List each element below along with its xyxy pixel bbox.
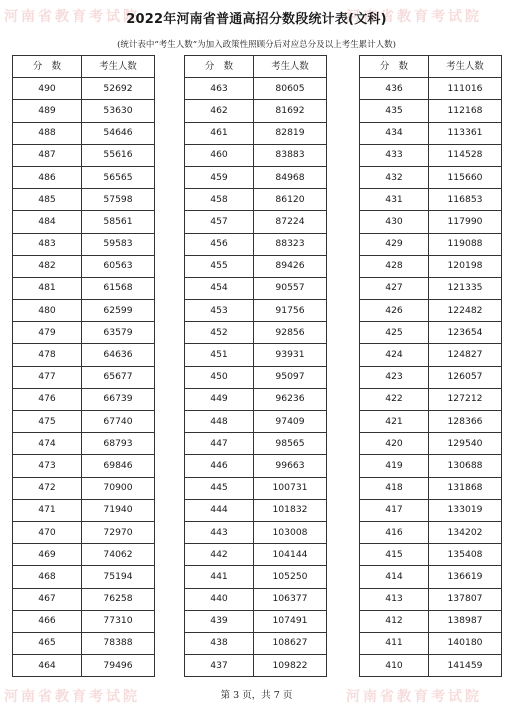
count-cell: 59583 (82, 233, 155, 255)
score-cell: 481 (13, 277, 82, 299)
table-row (13, 477, 155, 499)
table-row (360, 610, 502, 632)
score-cell: 415 (360, 544, 429, 566)
table-row (185, 211, 327, 233)
score-cell: 473 (13, 455, 82, 477)
table-row (185, 189, 327, 211)
count-cell: 84968 (254, 166, 327, 188)
watermark: 河南省教育考试院 (346, 689, 482, 705)
score-cell: 467 (13, 588, 82, 610)
table-row (360, 344, 502, 366)
score-cell: 410 (360, 655, 429, 677)
table-row (360, 255, 502, 277)
table-row (360, 122, 502, 144)
score-cell: 427 (360, 277, 429, 299)
count-cell: 60563 (82, 255, 155, 277)
table-row (185, 277, 327, 299)
count-cell: 71940 (82, 499, 155, 521)
count-cell: 122482 (429, 300, 502, 322)
score-cell: 437 (185, 655, 254, 677)
count-cell: 101832 (254, 499, 327, 521)
count-cell: 54646 (82, 122, 155, 144)
score-table-3 (359, 55, 502, 677)
count-cell: 116853 (429, 189, 502, 211)
table-row (360, 566, 502, 588)
score-cell: 488 (13, 122, 82, 144)
score-cell: 457 (185, 211, 254, 233)
table-row (360, 366, 502, 388)
count-cell: 56565 (82, 166, 155, 188)
table-row (360, 632, 502, 654)
table-row (360, 411, 502, 433)
count-cell: 119088 (429, 233, 502, 255)
table-row (13, 632, 155, 654)
table-row (13, 100, 155, 122)
score-cell: 458 (185, 189, 254, 211)
count-cell: 129540 (429, 433, 502, 455)
count-cell: 62599 (82, 300, 155, 322)
table-row (360, 521, 502, 543)
score-cell: 414 (360, 566, 429, 588)
header-score: 分 数 (360, 56, 429, 78)
count-cell: 64636 (82, 344, 155, 366)
score-cell: 411 (360, 632, 429, 654)
table-row (360, 277, 502, 299)
count-cell: 89426 (254, 255, 327, 277)
table-row (13, 610, 155, 632)
score-cell: 412 (360, 610, 429, 632)
count-cell: 135408 (429, 544, 502, 566)
score-cell: 466 (13, 610, 82, 632)
score-cell: 452 (185, 322, 254, 344)
score-cell: 413 (360, 588, 429, 610)
table-row (185, 166, 327, 188)
score-cell: 455 (185, 255, 254, 277)
score-cell: 444 (185, 499, 254, 521)
table-row (13, 655, 155, 677)
score-cell: 445 (185, 477, 254, 499)
table-row (185, 78, 327, 100)
score-cell: 439 (185, 610, 254, 632)
score-cell: 442 (185, 544, 254, 566)
score-cell: 436 (360, 78, 429, 100)
count-cell: 80605 (254, 78, 327, 100)
header-score: 分 数 (185, 56, 254, 78)
table-row (13, 166, 155, 188)
score-cell: 448 (185, 411, 254, 433)
score-cell: 471 (13, 499, 82, 521)
score-cell: 479 (13, 322, 82, 344)
count-cell: 67740 (82, 411, 155, 433)
table-row (360, 588, 502, 610)
score-cell: 489 (13, 100, 82, 122)
score-cell: 475 (13, 411, 82, 433)
table-row (360, 144, 502, 166)
table-row (185, 499, 327, 521)
score-cell: 440 (185, 588, 254, 610)
count-cell: 72970 (82, 521, 155, 543)
header-score: 分 数 (13, 56, 82, 78)
table-row (360, 477, 502, 499)
score-cell: 474 (13, 433, 82, 455)
header-count: 考生人数 (82, 56, 155, 78)
score-cell: 454 (185, 277, 254, 299)
count-cell: 111016 (429, 78, 502, 100)
count-cell: 78388 (82, 632, 155, 654)
table-row (185, 455, 327, 477)
table-row (13, 189, 155, 211)
table-row (13, 78, 155, 100)
table-row (360, 388, 502, 410)
score-cell: 476 (13, 388, 82, 410)
table-row (13, 388, 155, 410)
score-cell: 438 (185, 632, 254, 654)
score-cell: 421 (360, 411, 429, 433)
table-row (185, 521, 327, 543)
table-row (360, 499, 502, 521)
count-cell: 128366 (429, 411, 502, 433)
header-count: 考生人数 (429, 56, 502, 78)
score-cell: 423 (360, 366, 429, 388)
count-cell: 66739 (82, 388, 155, 410)
table-row (185, 655, 327, 677)
score-cell: 477 (13, 366, 82, 388)
watermark: 河南省教育考试院 (4, 9, 140, 25)
count-cell: 112168 (429, 100, 502, 122)
count-cell: 98565 (254, 433, 327, 455)
table-row (185, 477, 327, 499)
score-cell: 468 (13, 566, 82, 588)
count-cell: 131868 (429, 477, 502, 499)
score-cell: 486 (13, 166, 82, 188)
table-row (13, 588, 155, 610)
count-cell: 83883 (254, 144, 327, 166)
score-cell: 464 (13, 655, 82, 677)
table-row (13, 144, 155, 166)
count-cell: 108627 (254, 632, 327, 654)
table-row (185, 366, 327, 388)
score-cell: 416 (360, 521, 429, 543)
count-cell: 106377 (254, 588, 327, 610)
table-row (13, 211, 155, 233)
score-cell: 478 (13, 344, 82, 366)
score-cell: 450 (185, 366, 254, 388)
watermark: 河南省教育考试院 (4, 689, 140, 705)
score-cell: 490 (13, 78, 82, 100)
score-cell: 485 (13, 189, 82, 211)
table-row (13, 255, 155, 277)
table-row (185, 588, 327, 610)
table-row (13, 122, 155, 144)
score-cell: 451 (185, 344, 254, 366)
watermark: 河南省教育考试院 (346, 9, 482, 25)
table-row (13, 277, 155, 299)
count-cell: 103008 (254, 521, 327, 543)
score-cell: 470 (13, 521, 82, 543)
table-row (360, 211, 502, 233)
score-cell: 463 (185, 78, 254, 100)
score-cell: 422 (360, 388, 429, 410)
count-cell: 133019 (429, 499, 502, 521)
count-cell: 95097 (254, 366, 327, 388)
count-cell: 74062 (82, 544, 155, 566)
table-row (185, 388, 327, 410)
score-cell: 434 (360, 122, 429, 144)
score-cell: 432 (360, 166, 429, 188)
score-cell: 465 (13, 632, 82, 654)
table-row (13, 499, 155, 521)
count-cell: 96236 (254, 388, 327, 410)
table-row (185, 610, 327, 632)
count-cell: 114528 (429, 144, 502, 166)
score-cell: 424 (360, 344, 429, 366)
count-cell: 138987 (429, 610, 502, 632)
score-cell: 447 (185, 433, 254, 455)
count-cell: 107491 (254, 610, 327, 632)
score-cell: 425 (360, 322, 429, 344)
count-cell: 87224 (254, 211, 327, 233)
table-row (185, 144, 327, 166)
count-cell: 126057 (429, 366, 502, 388)
count-cell: 130688 (429, 455, 502, 477)
count-cell: 68793 (82, 433, 155, 455)
table-row (360, 300, 502, 322)
score-cell: 487 (13, 144, 82, 166)
count-cell: 124827 (429, 344, 502, 366)
table-row (185, 632, 327, 654)
count-cell: 88323 (254, 233, 327, 255)
table-row (360, 322, 502, 344)
score-cell: 483 (13, 233, 82, 255)
count-cell: 97409 (254, 411, 327, 433)
count-cell: 90557 (254, 277, 327, 299)
score-cell: 449 (185, 388, 254, 410)
count-cell: 120198 (429, 255, 502, 277)
count-cell: 58561 (82, 211, 155, 233)
count-cell: 65677 (82, 366, 155, 388)
count-cell: 92856 (254, 322, 327, 344)
table-row (13, 322, 155, 344)
table-row (185, 300, 327, 322)
score-cell: 420 (360, 433, 429, 455)
count-cell: 57598 (82, 189, 155, 211)
page-footer: 第 3 页，共 7 页 (220, 690, 293, 701)
count-cell: 76258 (82, 588, 155, 610)
count-cell: 117990 (429, 211, 502, 233)
score-cell: 462 (185, 100, 254, 122)
score-cell: 429 (360, 233, 429, 255)
count-cell: 86120 (254, 189, 327, 211)
table-row (360, 655, 502, 677)
table-row (185, 100, 327, 122)
score-cell: 419 (360, 455, 429, 477)
score-cell: 441 (185, 566, 254, 588)
count-cell: 93931 (254, 344, 327, 366)
table-row (360, 433, 502, 455)
table-row (360, 455, 502, 477)
score-cell: 472 (13, 477, 82, 499)
count-cell: 82819 (254, 122, 327, 144)
count-cell: 113361 (429, 122, 502, 144)
table-note: (统计表中“考生人数”为加入政策性照顾分后对应总分及以上考生累计人数) (117, 40, 396, 50)
score-cell: 469 (13, 544, 82, 566)
count-cell: 109822 (254, 655, 327, 677)
table-row (360, 78, 502, 100)
table-row (13, 433, 155, 455)
table-row (360, 189, 502, 211)
table-row (13, 411, 155, 433)
score-cell: 418 (360, 477, 429, 499)
table-row (185, 566, 327, 588)
score-cell: 480 (13, 300, 82, 322)
table-row (13, 233, 155, 255)
table-row (13, 455, 155, 477)
count-cell: 105250 (254, 566, 327, 588)
table-row (13, 521, 155, 543)
page-title: 2022年河南省普通高招分数段统计表(文科) (126, 12, 387, 27)
count-cell: 69846 (82, 455, 155, 477)
count-cell: 79496 (82, 655, 155, 677)
count-cell: 75194 (82, 566, 155, 588)
count-cell: 100731 (254, 477, 327, 499)
score-cell: 433 (360, 144, 429, 166)
score-table-2 (184, 55, 327, 677)
table-row (185, 122, 327, 144)
table-row (360, 100, 502, 122)
score-cell: 417 (360, 499, 429, 521)
table-row (185, 411, 327, 433)
score-cell: 456 (185, 233, 254, 255)
score-cell: 482 (13, 255, 82, 277)
table-row (13, 366, 155, 388)
count-cell: 81692 (254, 100, 327, 122)
score-cell: 431 (360, 189, 429, 211)
count-cell: 52692 (82, 78, 155, 100)
count-cell: 121335 (429, 277, 502, 299)
count-cell: 115660 (429, 166, 502, 188)
count-cell: 77310 (82, 610, 155, 632)
table-row (185, 255, 327, 277)
count-cell: 136619 (429, 566, 502, 588)
count-cell: 140180 (429, 632, 502, 654)
table-row (13, 344, 155, 366)
score-cell: 443 (185, 521, 254, 543)
header-count: 考生人数 (254, 56, 327, 78)
score-cell: 484 (13, 211, 82, 233)
count-cell: 141459 (429, 655, 502, 677)
count-cell: 70900 (82, 477, 155, 499)
table-row (13, 300, 155, 322)
score-cell: 435 (360, 100, 429, 122)
count-cell: 134202 (429, 521, 502, 543)
table-row (185, 544, 327, 566)
count-cell: 104144 (254, 544, 327, 566)
score-cell: 453 (185, 300, 254, 322)
count-cell: 55616 (82, 144, 155, 166)
score-cell: 459 (185, 166, 254, 188)
count-cell: 127212 (429, 388, 502, 410)
score-cell: 428 (360, 255, 429, 277)
count-cell: 91756 (254, 300, 327, 322)
score-cell: 430 (360, 211, 429, 233)
table-row (185, 322, 327, 344)
table-row (360, 233, 502, 255)
count-cell: 53630 (82, 100, 155, 122)
score-cell: 426 (360, 300, 429, 322)
table-row (185, 233, 327, 255)
table-row (185, 433, 327, 455)
score-cell: 460 (185, 144, 254, 166)
table-row (185, 344, 327, 366)
table-row (360, 166, 502, 188)
table-row (13, 566, 155, 588)
count-cell: 63579 (82, 322, 155, 344)
count-cell: 137807 (429, 588, 502, 610)
table-row (360, 544, 502, 566)
score-table-1 (12, 55, 155, 677)
count-cell: 123654 (429, 322, 502, 344)
table-row (13, 544, 155, 566)
score-cell: 446 (185, 455, 254, 477)
count-cell: 61568 (82, 277, 155, 299)
score-cell: 461 (185, 122, 254, 144)
count-cell: 99663 (254, 455, 327, 477)
